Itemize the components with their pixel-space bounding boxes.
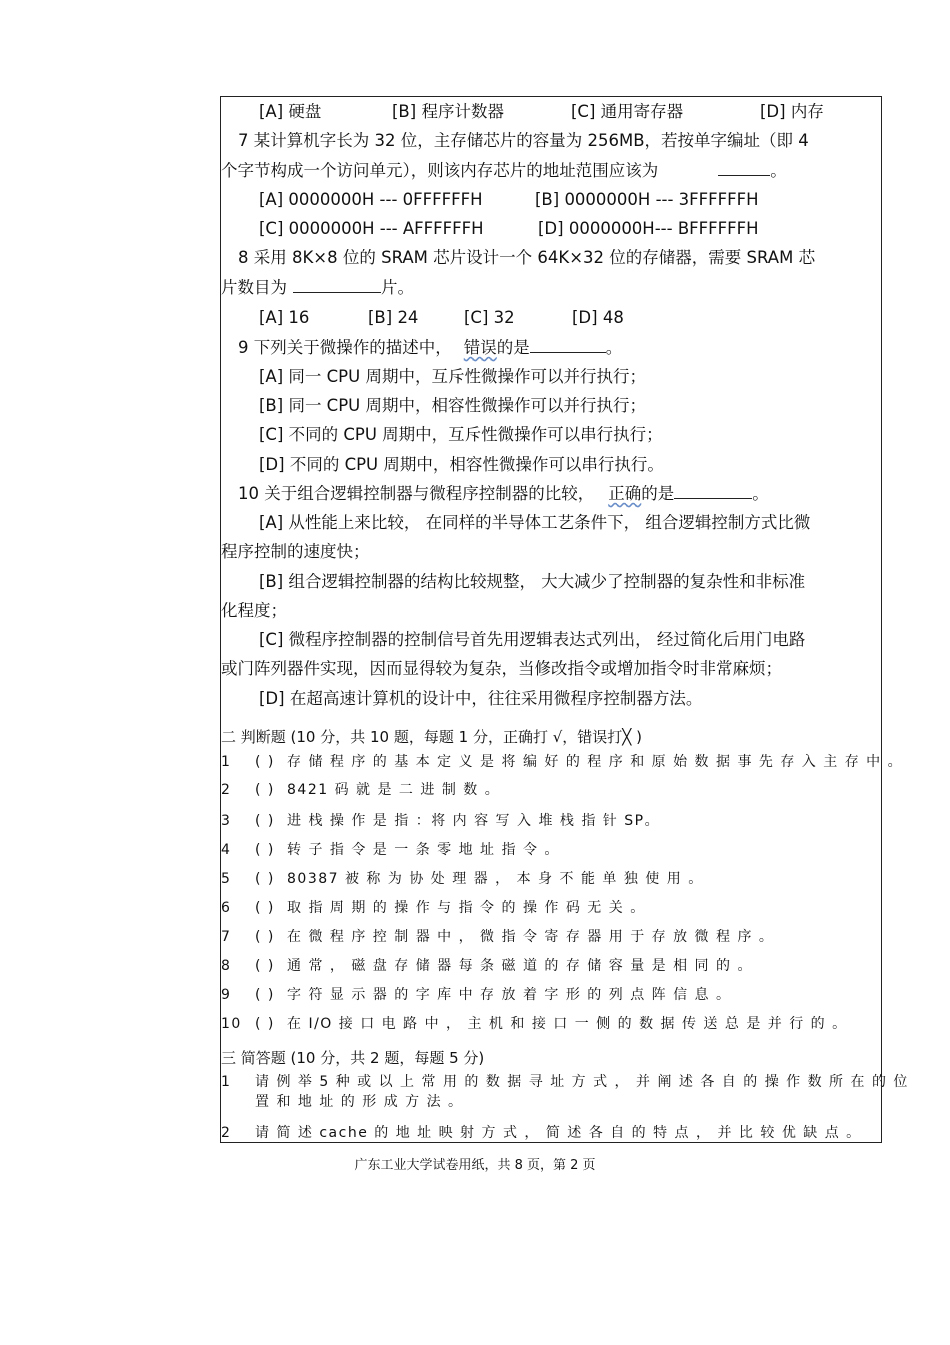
tf-item xyxy=(221,928,774,946)
tf-item xyxy=(221,753,903,771)
q10-option-c-line2: 或门阵列器件实现，因而显得较为复杂，当修改指令或增加指令时非常麻烦； xyxy=(221,659,782,678)
q6-option-d: [D] 内存 xyxy=(760,102,824,121)
section2-title: 二 判断题 (10 分，共 10 题，每题 1 分，正确打 √，错误打╳ ) xyxy=(221,728,642,746)
tf-answer-paren[interactable]: ( ) xyxy=(255,958,275,974)
short-answer-1-cont: 置 和 地 址 的 形 成 方 法 。 xyxy=(255,1094,464,1110)
tf-item-number: 5 xyxy=(221,871,232,887)
tf-item-number: 4 xyxy=(221,842,232,858)
tf-answer-paren[interactable]: ( ) xyxy=(255,813,275,829)
tf-item-text: 80387 被 称 为 协 处 理 器 ， 本 身 不 能 单 独 使 用 。 xyxy=(287,871,704,887)
q8-option-d: [D] 48 xyxy=(572,308,624,327)
tf-item-number: 6 xyxy=(221,900,232,916)
section3-title: 三 简答题 (10 分，共 2 题，每题 5 分) xyxy=(221,1049,485,1067)
q8-answer-blank xyxy=(293,278,381,293)
tf-item-text: 8421 码 就 是 二 进 制 数 。 xyxy=(287,782,501,798)
q10-keyword: 正确 xyxy=(608,484,642,503)
tf-item xyxy=(221,841,560,859)
tf-item xyxy=(221,781,500,799)
q7-option-b: [B] 0000000H --- 3FFFFFFH xyxy=(535,190,759,209)
q9-keyword: 错误 xyxy=(463,338,497,357)
q6-option-a: [A] 硬盘 xyxy=(259,102,322,121)
tf-item xyxy=(221,870,704,888)
tf-item-number: 1 xyxy=(221,754,232,770)
tf-item-text: 取 指 周 期 的 操 作 与 指 令 的 操 作 码 无 关 。 xyxy=(287,900,646,916)
q7-stem-line1: 7 某计算机字长为 32 位，主存储芯片的容量为 256MB，若按单字编址（即 4 xyxy=(238,131,809,150)
q9-option-b: [B] 同一 CPU 周期中，相容性微操作可以并行执行； xyxy=(259,396,646,415)
q8-stem-line1: 8 采用 8K×8 位的 SRAM 芯片设计一个 64K×32 位的存储器，需要 SRAM 芯 xyxy=(238,248,816,267)
tf-answer-paren[interactable]: ( ) xyxy=(255,1016,275,1032)
tf-answer-paren[interactable]: ( ) xyxy=(255,987,275,1003)
q8-option-b: [B] 24 xyxy=(368,308,419,327)
tf-item-text: 进 栈 操 作 是 指 ：将 内 容 写 入 堆 栈 指 针 SP。 xyxy=(287,813,661,829)
tf-answer-paren[interactable]: ( ) xyxy=(255,842,275,858)
q10-option-b-line2: 化程度； xyxy=(221,601,287,620)
q10-answer-blank xyxy=(674,484,752,499)
short-answer-2-text: 请 简 述 cache 的 地 址 映 射 方 式 ， 简 述 各 自 的 特 点 ， 并 比 较 优 缺 点 。 xyxy=(255,1125,862,1141)
q9-option-d: [D] 不同的 CPU 周期中，相容性微操作可以串行执行。 xyxy=(259,455,664,474)
q7-option-a: [A] 0000000H --- 0FFFFFFH xyxy=(259,190,483,209)
tf-item-number: 9 xyxy=(221,987,232,1003)
tf-item xyxy=(221,986,732,1004)
tf-item-number: 3 xyxy=(221,813,232,829)
tf-item-text: 通 常 ， 磁 盘 存 储 器 每 条 磁 道 的 存 储 容 量 是 相 同 的 。 xyxy=(287,958,753,974)
q6-option-b: [B] 程序计数器 xyxy=(392,102,504,121)
short-answer-2 xyxy=(221,1124,862,1142)
tf-item-text: 在 微 程 序 控 制 器 中 ， 微 指 令 寄 存 器 用 于 存 放 微 程 序 。 xyxy=(287,929,775,945)
q9-option-a: [A] 同一 CPU 周期中，互斥性微操作可以并行执行； xyxy=(259,367,646,386)
short-answer-1-text: 请 例 举 5 种 或 以 上 常 用 的 数 据 寻 址 方 式 ， 并 阐 述 各 自 的 操 作 数 所 在 的 位 xyxy=(255,1074,909,1090)
q10-option-b-line1: [B] 组合逻辑控制器的结构比较规整， 大大减少了控制器的复杂性和非标准 xyxy=(259,572,806,591)
short-answer-2-number: 2 xyxy=(221,1125,232,1141)
q10-option-d: [D] 在超高速计算机的设计中，往往采用微程序控制器方法。 xyxy=(259,689,703,708)
tf-item-number: 7 xyxy=(221,929,232,945)
q8-option-a: [A] 16 xyxy=(259,308,310,327)
q10-stem: 10 关于组合逻辑控制器与微程序控制器的比较， 正确的是 。 xyxy=(238,484,769,503)
q7-option-d: [D] 0000000H--- BFFFFFFH xyxy=(538,219,759,238)
q7-stem-line2: 个字节构成一个访问单元），则该内存芯片的地址范围应该为 。 xyxy=(221,161,787,180)
q9-answer-blank xyxy=(530,338,606,353)
tf-item-text: 字 符 显 示 器 的 字 库 中 存 放 着 字 形 的 列 点 阵 信 息 。 xyxy=(287,987,732,1003)
tf-item-number: 2 xyxy=(221,782,232,798)
short-answer-1 xyxy=(221,1073,909,1091)
q10-option-a-line2: 程序控制的速度快； xyxy=(221,542,370,561)
tf-item-number: 10 xyxy=(221,1016,242,1032)
q7-option-c: [C] 0000000H --- AFFFFFFH xyxy=(259,219,484,238)
tf-item xyxy=(221,812,660,830)
tf-item xyxy=(221,899,646,917)
q10-option-a-line1: [A] 从性能上来比较， 在同样的半导体工艺条件下， 组合逻辑控制方式比微 xyxy=(259,513,811,532)
tf-answer-paren[interactable]: ( ) xyxy=(255,754,275,770)
q9-stem: 9 下列关于微操作的描述中， 错误的是 。 xyxy=(238,338,623,357)
tf-item xyxy=(221,957,753,975)
q6-option-c: [C] 通用寄存器 xyxy=(571,102,684,121)
tf-answer-paren[interactable]: ( ) xyxy=(255,782,275,798)
tf-item-text: 转 子 指 令 是 一 条 零 地 址 指 令 。 xyxy=(287,842,560,858)
q7-answer-blank xyxy=(718,161,770,176)
q9-option-c: [C] 不同的 CPU 周期中，互斥性微操作可以串行执行； xyxy=(259,425,663,444)
tf-answer-paren[interactable]: ( ) xyxy=(255,929,275,945)
short-answer-1-number: 1 xyxy=(221,1074,232,1090)
tf-item xyxy=(221,1015,848,1033)
tf-answer-paren[interactable]: ( ) xyxy=(255,871,275,887)
tf-item-text: 存 储 程 序 的 基 本 定 义 是 将 编 好 的 程 序 和 原 始 数 据 事 先 存 入 主 存 中 。 xyxy=(287,754,904,770)
tf-item-number: 8 xyxy=(221,958,232,974)
tf-item-text: 在 I/O 接 口 电 路 中 ， 主 机 和 接 口 一 侧 的 数 据 传 送 总 是 并 行 的 。 xyxy=(287,1016,848,1032)
q10-option-c-line1: [C] 微程序控制器的控制信号首先用逻辑表达式列出， 经过简化后用门电路 xyxy=(259,630,806,649)
q8-option-c: [C] 32 xyxy=(464,308,515,327)
q8-stem-line2: 片数目为 片。 xyxy=(221,278,414,297)
tf-answer-paren[interactable]: ( ) xyxy=(255,900,275,916)
page-footer: 广东工业大学试卷用纸，共 8 页，第 2 页 xyxy=(354,1158,596,1173)
